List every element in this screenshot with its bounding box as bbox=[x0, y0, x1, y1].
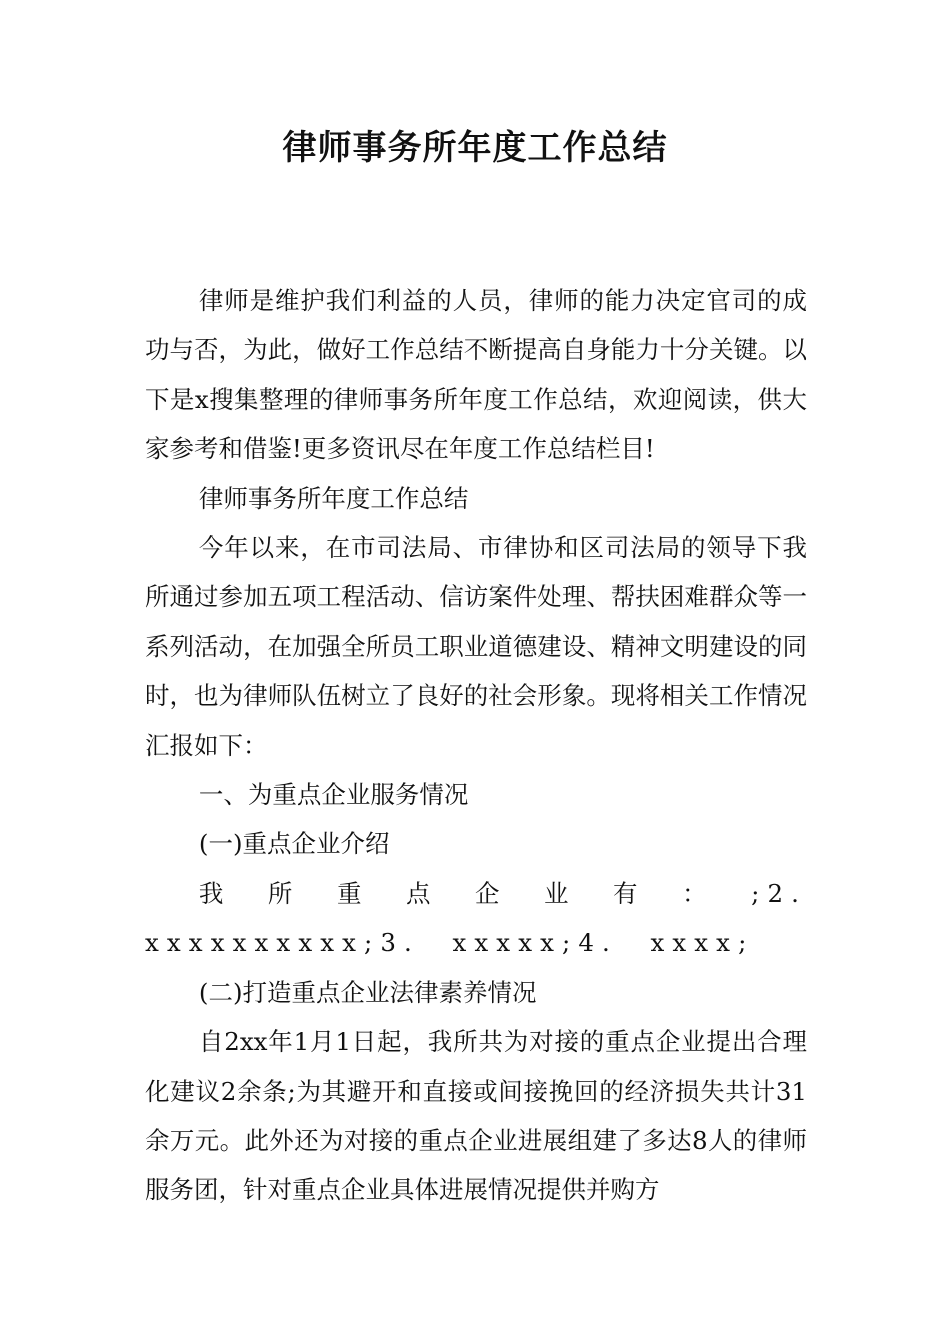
overview-paragraph: 今年以来，在市司法局、市律协和区司法局的领导下我所通过参加五项工程活动、信访案件处理、帮扶困难群众等一系列活动，在加强全所员工职业道德建设、精神文明建设的同时，也为律师队伍树立了良好的社会形象。现将相关工作情况汇报如下： bbox=[145, 533, 807, 760]
document-body bbox=[145, 276, 840, 1215]
section-heading-1: 一、为重点企业服务情况 bbox=[198, 780, 469, 810]
key-enterprises-paragraph: 我所重点企业有：;2. xxxxxxxxxx;3. xxxxx;4. xxxx; bbox=[145, 878, 840, 958]
document-title: 律师事务所年度工作总结 bbox=[282, 128, 668, 168]
intro-paragraph: 律师是维护我们利益的人员，律师的能力决定官司的成功与否，为此，做好工作总结不断提高自身能力十分关键。以下是x搜集整理的律师事务所年度工作总结，欢迎阅读，供大家参考和借鉴!更多资讯尽在年度工作总结栏目! bbox=[145, 286, 807, 464]
legal-literacy-paragraph: 自2xx年1月1日起，我所共为对接的重点企业提出合理化建议2余条;为其避开和直接或间接挽回的经济损失共计31余万元。此外还为对接的重点企业进展组建了多达8人的律师服务团，针对重点企业具体进展情况提供并购方 bbox=[145, 1027, 807, 1205]
subsection-heading-1: (一)重点企业介绍 bbox=[198, 829, 390, 859]
subsection-heading-2: (二)打造重点企业法律素养情况 bbox=[198, 977, 537, 1007]
subtitle-paragraph: 律师事务所年度工作总结 bbox=[198, 483, 469, 513]
